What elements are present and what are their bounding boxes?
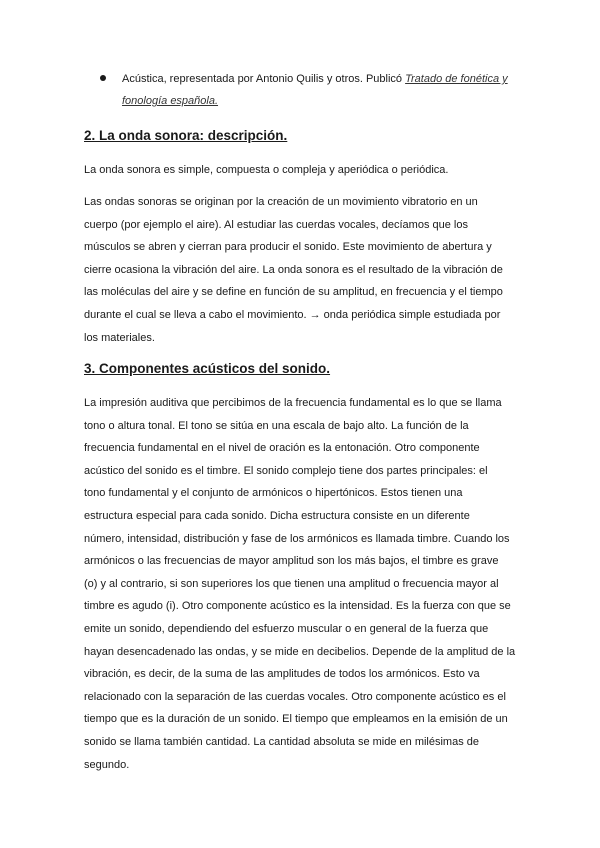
book-title-link[interactable]: Tratado de fonética y xyxy=(405,73,508,85)
text-line: La impresión auditiva que percibimos de la frecuencia fundamental es lo que se llama xyxy=(84,397,502,409)
text-line: sonido se llama también cantidad. La cantidad absoluta se mide en milésimas de xyxy=(84,735,480,748)
text-line: acústico del sonido es el timbre. El sonido complejo tiene dos partes principales: el xyxy=(84,464,488,477)
text-line: tono fundamental y el conjunto de armónicos o hipertónicos. Estos tienen una xyxy=(84,487,463,500)
text-line: cierre ocasiona la vibración del aire. La onda sonora es el resultado de la vibración de xyxy=(84,263,503,276)
text-line: segundo. xyxy=(84,758,130,771)
text-line: timbre es agudo (i). Otro componente acústico es la intensidad. Es la fuerza con que se xyxy=(84,600,511,613)
text-line: emite un sonido, dependiendo del esfuerzo muscular o en general de la fuerza que xyxy=(84,622,489,635)
paragraph xyxy=(84,159,520,182)
text-line: armónicos o las frecuencias de mayor amplitud son los más bajos, el timbre es grave xyxy=(84,555,499,568)
text-line: frecuencia fundamental en el nivel de oración es la entonación. Otro componente xyxy=(84,442,480,455)
text-line: vibración, es decir, de la suma de las amplitudes de todos los armónicos. Esto va xyxy=(84,668,480,681)
bullet-dot-icon xyxy=(100,75,106,81)
text-line: tiempo que es la duración de un sonido. El tiempo que empleamos en la emisión de un xyxy=(84,713,508,726)
text-line: durante el cual se lleva a cabo el movimiento. → onda periódica simple estudiada por xyxy=(84,308,501,321)
bullet-text xyxy=(122,68,524,112)
text-line: los materiales. xyxy=(84,331,155,344)
section-heading: 2. La onda sonora: descripción. xyxy=(84,128,288,143)
text-line: cuerpo (por ejemplo el aire). Al estudiar las cuerdas vocales, decíamos que los xyxy=(84,218,468,231)
text-line: La onda sonora es simple, compuesta o compleja y aperiódica o periódica. xyxy=(84,164,449,176)
bullet-list-item xyxy=(84,68,524,112)
book-title-link-cont[interactable]: fonología española. xyxy=(122,95,219,107)
text-line: Las ondas sonoras se originan por la creación de un movimiento vibratorio en un xyxy=(84,196,478,208)
text-line: relacionado con la separación de las cuerdas vocales. Otro componente acústico es el xyxy=(84,690,506,703)
text-line: estructura especial para cada sonido. Dicha estructura consiste en un diferente xyxy=(84,509,470,522)
text-line: las moléculas del aire y se define en función de su amplitud, en frecuencia y el tiempo xyxy=(84,286,503,299)
text-line: (o) y al contrario, si son superiores los que tienen una amplitud o frecuencia mayor al xyxy=(84,577,499,590)
text-line: número, intensidad, distribución y fase de los armónicos es llamada timbre. Cuando los xyxy=(84,532,510,545)
section-heading: 3. Componentes acústicos del sonido. xyxy=(84,361,331,376)
paragraph xyxy=(84,392,520,776)
bullet-lead-text: Acústica, representada por Antonio Quilis y otros. Publicó xyxy=(122,73,406,85)
text-line: tono o altura tonal. El tono se sitúa en una escala de bajo alto. La función de la xyxy=(84,419,469,432)
paragraph xyxy=(84,191,520,349)
text-line: hayan desencadenado las ondas, y se mide en decibelios. Depende de la amplitud de la xyxy=(84,645,516,658)
text-line: músculos se abren y cierran para producir el sonido. Este movimiento de abertura y xyxy=(84,241,492,254)
